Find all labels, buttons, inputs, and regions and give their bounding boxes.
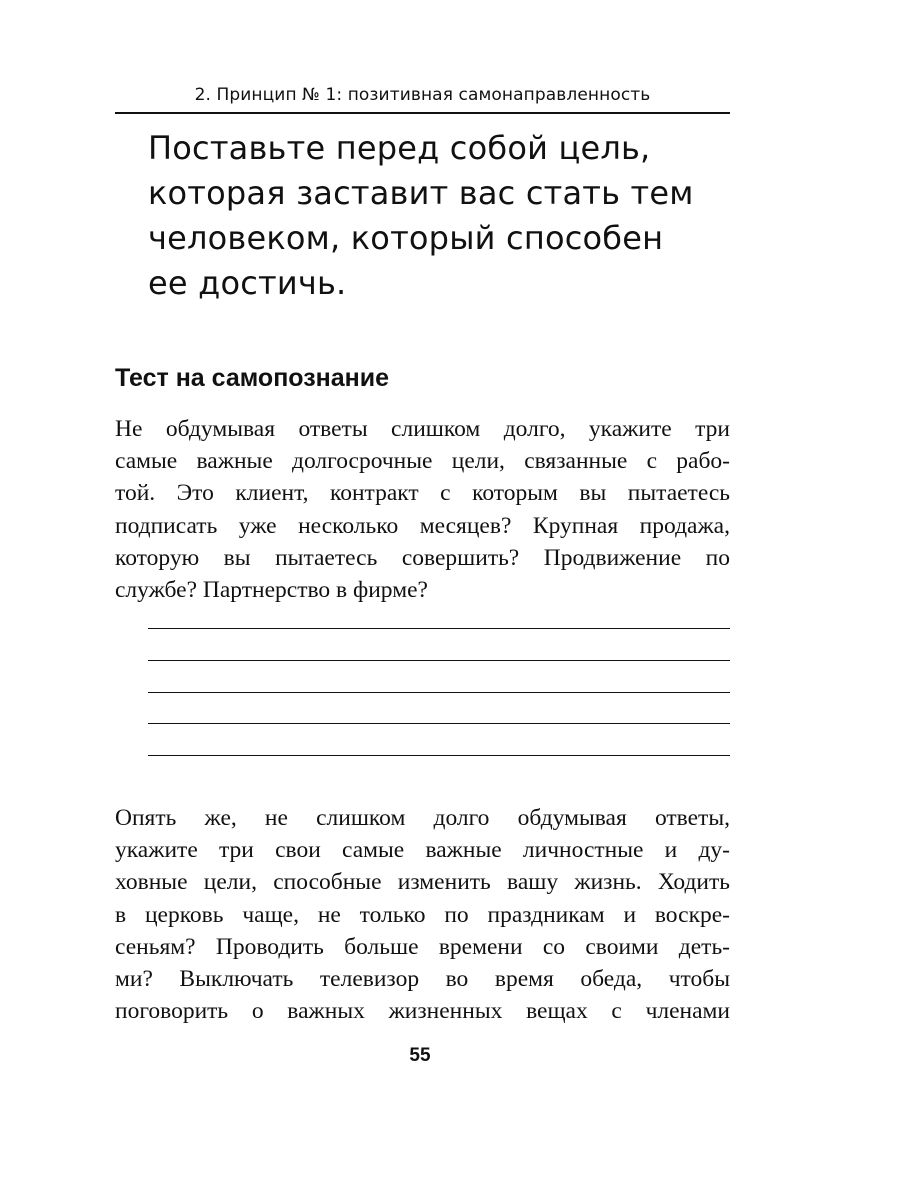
quote-line: которая заставит вас стать тем	[148, 174, 694, 212]
quote-line: Поставьте перед собой цель,	[148, 129, 651, 167]
text-line: поговорить о важных жизненных вещах с членами	[115, 998, 730, 1025]
text-line: ховные цели, способные изменить вашу жизнь. Ходить	[115, 869, 730, 896]
text-line: службе? Партнерство в фирме?	[115, 577, 428, 604]
text-line: ми? Выключать телевизор во время обеда, чтобы	[115, 966, 730, 993]
text-line: Опять же, не слишком долго обдумывая ответы,	[115, 805, 730, 831]
text-line: укажите три свои самые важные личностные и ду-	[115, 837, 730, 864]
answer-line-4	[148, 723, 730, 724]
quote-line: человеком, который способен	[148, 219, 664, 257]
paragraph-personal-goals	[115, 802, 730, 1027]
answer-line-3	[148, 692, 730, 693]
answer-line-1	[148, 628, 730, 629]
quote-line: ее достичь.	[148, 264, 347, 302]
section-title: Тест на самопознание	[115, 364, 390, 392]
page-number: 55	[409, 1045, 431, 1066]
answer-line-2	[148, 660, 730, 661]
pull-quote	[148, 126, 738, 306]
text-line: Не обдумывая ответы слишком долго, укажите три	[115, 416, 730, 442]
running-head: 2. Принцип № 1: позитивная самонаправленность	[194, 85, 651, 105]
header-rule	[115, 112, 730, 114]
answer-line-5	[148, 755, 730, 756]
text-line: подписать уже несколько месяцев? Крупная продажа,	[115, 512, 730, 539]
text-line: той. Это клиент, контракт с которым вы пытаетесь	[115, 480, 730, 507]
text-line: сеньям? Проводить больше времени со своими деть-	[115, 933, 730, 960]
text-line: самые важные долгосрочные цели, связанные с рабо-	[115, 448, 730, 475]
answer-lines	[148, 628, 730, 787]
text-line: которую вы пытаетесь совершить? Продвижение по	[115, 544, 730, 571]
paragraph-work-goals	[115, 413, 730, 606]
text-line: в церковь чаще, не только по праздникам и воскре-	[115, 901, 730, 928]
